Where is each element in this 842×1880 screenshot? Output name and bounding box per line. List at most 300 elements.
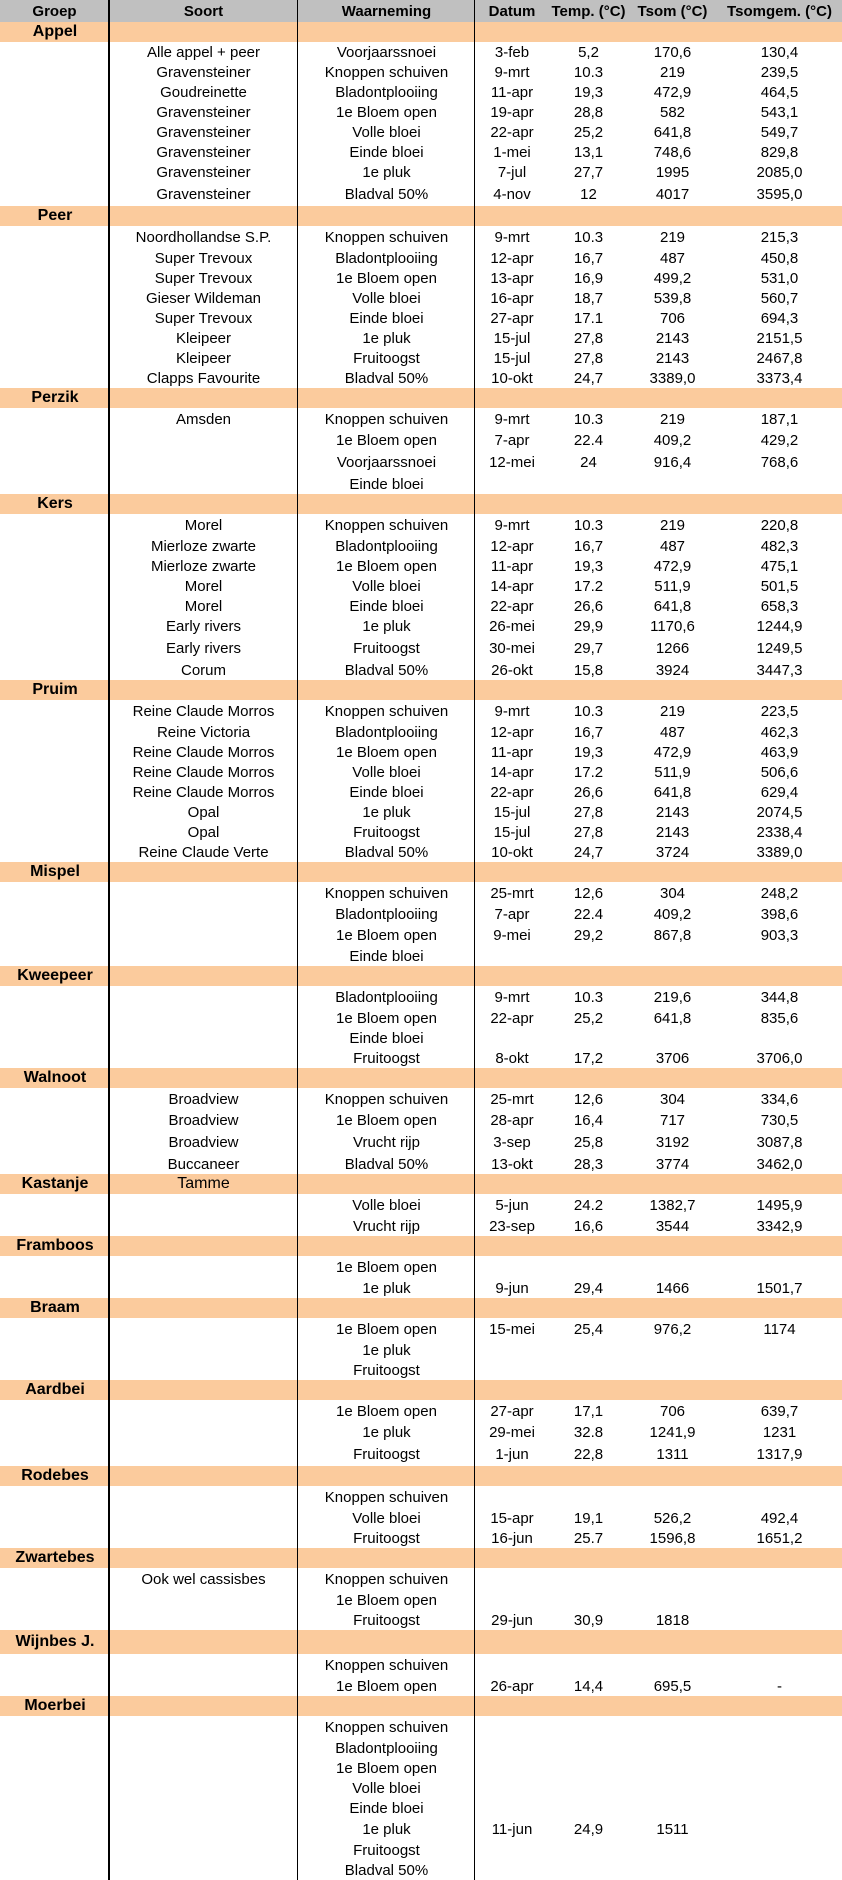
cell-tsom: 487 — [659, 249, 686, 267]
cell-soort: Morel — [184, 516, 223, 534]
cell-tsom: 3706 — [655, 1049, 690, 1067]
column-divider — [474, 0, 475, 1880]
cell-datum: 26-apr — [490, 1677, 534, 1695]
cell-temp: 17,1 — [573, 1402, 604, 1420]
group-row — [0, 1548, 842, 1568]
cell-temp: 13,1 — [573, 143, 604, 161]
cell-temp: 16,6 — [573, 1217, 604, 1235]
cell-waarneming: Einde bloei — [349, 597, 424, 615]
cell-tsom: 2143 — [655, 823, 690, 841]
cell-tsom: 706 — [659, 309, 686, 327]
cell-tsom: 2143 — [655, 329, 690, 347]
cell-soort: Clapps Favourite — [146, 369, 261, 387]
cell-tsomgem: 2151,5 — [756, 329, 803, 347]
cell-datum — [475, 946, 549, 966]
cell-tsomgem: 215,3 — [760, 228, 799, 246]
cell-tsomgem: 506,6 — [760, 763, 799, 781]
table-row — [0, 1110, 842, 1130]
cell-datum: 11-apr — [490, 743, 534, 761]
cell-temp: 27,8 — [573, 349, 604, 367]
table-row — [0, 616, 842, 636]
cell-soort — [109, 1654, 298, 1676]
cell-tsom: 472,9 — [653, 743, 692, 761]
table-row — [0, 1216, 842, 1236]
cell-tsomgem: 463,9 — [760, 743, 799, 761]
cell-tsom: 219 — [659, 702, 686, 720]
cell-tsomgem — [717, 1568, 842, 1590]
cell-waarneming: Volle bloei — [352, 577, 421, 595]
cell-tsomgem: 543,1 — [760, 103, 799, 121]
cell-datum — [475, 1798, 549, 1818]
cell-tsomgem: 639,7 — [760, 1402, 799, 1420]
table-row — [0, 1610, 842, 1630]
cell-tsom: 717 — [659, 1111, 686, 1129]
group-row — [0, 862, 842, 882]
cell-soort — [109, 1278, 298, 1298]
cell-temp: 27,8 — [573, 803, 604, 821]
cell-waarneming: 1e pluk — [362, 1279, 411, 1297]
cell-waarneming: Bladval 50% — [344, 369, 429, 387]
table-row — [0, 1318, 842, 1340]
cell-soort: Super Trevoux — [154, 309, 253, 327]
cell-temp: 17.2 — [573, 763, 604, 781]
cell-tsom: 219 — [659, 228, 686, 246]
cell-soort: Super Trevoux — [154, 269, 253, 287]
cell-tsom — [628, 1654, 717, 1676]
table-row — [0, 122, 842, 142]
cell-tsomgem: 462,3 — [760, 723, 799, 741]
cell-tsomgem — [717, 1860, 842, 1880]
cell-soort: Goudreinette — [160, 83, 247, 101]
cell-soort — [109, 1528, 298, 1548]
cell-tsom: 472,9 — [653, 557, 692, 575]
cell-waarneming: Knoppen schuiven — [324, 228, 449, 246]
cell-tsomgem — [717, 946, 842, 966]
table-row — [0, 636, 842, 660]
cell-soort: Opal — [187, 823, 220, 841]
group-row — [0, 1696, 842, 1716]
cell-tsom: 409,2 — [653, 905, 692, 923]
cell-temp: 29,2 — [573, 926, 604, 944]
group-row — [0, 680, 842, 700]
cell-temp: 26,6 — [573, 597, 604, 615]
cell-temp — [549, 1590, 628, 1610]
cell-soort: Gieser Wildeman — [145, 289, 262, 307]
cell-datum: 22-apr — [490, 783, 534, 801]
cell-soort — [109, 1798, 298, 1818]
cell-waarneming: Knoppen schuiven — [324, 1656, 449, 1674]
group-row — [0, 206, 842, 226]
table-row — [0, 742, 842, 762]
cell-tsom: 219,6 — [653, 988, 692, 1006]
cell-tsom: 219 — [659, 410, 686, 428]
table-row — [0, 102, 842, 122]
table-row — [0, 1256, 842, 1278]
cell-soort: Morel — [184, 597, 223, 615]
group-name: Perzik — [31, 389, 79, 406]
table-row — [0, 226, 842, 248]
group-name: Peer — [37, 207, 73, 224]
cell-soort — [109, 1860, 298, 1880]
cell-waarneming: Volle bloei — [352, 289, 421, 307]
cell-datum: 12-apr — [490, 249, 534, 267]
cell-soort: Reine Victoria — [156, 723, 251, 741]
cell-datum: 9-mrt — [494, 410, 530, 428]
cell-temp: 5,2 — [578, 43, 599, 61]
cell-tsomgem: 3373,4 — [756, 369, 803, 387]
cell-soort — [109, 986, 298, 1008]
header-waarneming: Waarneming — [341, 2, 432, 20]
table-row — [0, 1048, 842, 1068]
table-row — [0, 660, 842, 680]
cell-temp: 18,7 — [573, 289, 604, 307]
cell-waarneming: Knoppen schuiven — [324, 1718, 449, 1736]
cell-tsomgem: - — [777, 1677, 782, 1695]
cell-datum: 22-apr — [490, 123, 534, 141]
cell-datum — [475, 1654, 549, 1676]
cell-datum — [475, 1360, 549, 1380]
cell-tsom: 219 — [659, 516, 686, 534]
cell-temp — [549, 1716, 628, 1738]
cell-soort — [109, 946, 298, 966]
cell-temp — [549, 1758, 628, 1778]
cell-tsom: 526,2 — [653, 1509, 692, 1527]
cell-temp: 25,2 — [573, 1009, 604, 1027]
table-row — [0, 408, 842, 430]
cell-waarneming: Bladontplooiing — [335, 905, 438, 923]
cell-datum — [475, 1256, 549, 1278]
cell-temp: 10.3 — [573, 228, 604, 246]
cell-waarneming: Fruitoogst — [353, 1049, 420, 1067]
cell-waarneming: Vrucht rijp — [353, 1217, 420, 1235]
group-name: Wijnbes J. — [15, 1633, 95, 1650]
cell-tsom — [628, 1568, 717, 1590]
cell-temp — [549, 1654, 628, 1676]
cell-soort: Gravensteiner — [156, 143, 251, 161]
cell-tsom: 539,8 — [653, 289, 692, 307]
table-row — [0, 1654, 842, 1676]
cell-temp: 25,2 — [573, 123, 604, 141]
cell-datum: 16-apr — [490, 289, 534, 307]
cell-tsomgem: 3342,9 — [756, 1217, 803, 1235]
cell-waarneming: Fruitoogst — [353, 349, 420, 367]
cell-temp: 15,8 — [573, 661, 604, 679]
cell-temp: 12 — [580, 185, 597, 203]
cell-soort — [109, 1818, 298, 1840]
cell-tsomgem: 730,5 — [760, 1111, 799, 1129]
table-row — [0, 162, 842, 182]
cell-waarneming: Einde bloei — [349, 1029, 424, 1047]
cell-waarneming: Einde bloei — [349, 1799, 424, 1817]
cell-tsomgem: 835,6 — [760, 1009, 799, 1027]
cell-waarneming: Bladval 50% — [344, 1155, 429, 1173]
cell-tsomgem — [717, 1256, 842, 1278]
group-name: Mispel — [30, 863, 80, 880]
cell-datum: 16-jun — [491, 1529, 533, 1547]
cell-tsomgem — [717, 1654, 842, 1676]
cell-soort — [109, 924, 298, 946]
cell-temp: 25,8 — [573, 1133, 604, 1151]
cell-datum: 26-okt — [491, 661, 533, 679]
column-divider — [297, 0, 298, 1880]
cell-waarneming: Volle bloei — [352, 1196, 421, 1214]
cell-tsomgem: 658,3 — [760, 597, 799, 615]
table-row — [0, 450, 842, 474]
cell-tsom: 706 — [659, 1402, 686, 1420]
cell-temp: 16,9 — [573, 269, 604, 287]
cell-tsom: 511,9 — [654, 763, 691, 781]
cell-datum: 14-apr — [490, 577, 534, 595]
cell-waarneming: Fruitoogst — [353, 1445, 420, 1463]
cell-tsom: 487 — [659, 723, 686, 741]
cell-waarneming: 1e Bloem open — [336, 926, 437, 944]
cell-waarneming: Knoppen schuiven — [324, 1570, 449, 1588]
cell-temp: 10.3 — [573, 63, 604, 81]
cell-temp: 25.7 — [573, 1529, 604, 1547]
cell-datum: 7-apr — [494, 431, 530, 449]
cell-tsom — [628, 1028, 717, 1048]
cell-tsom: 916,4 — [653, 453, 692, 471]
cell-datum: 14-apr — [490, 763, 534, 781]
cell-waarneming: Knoppen schuiven — [324, 1488, 449, 1506]
cell-temp — [549, 1798, 628, 1818]
cell-soort — [109, 430, 298, 450]
cell-waarneming: 1e Bloem open — [336, 557, 437, 575]
cell-temp — [549, 1028, 628, 1048]
cell-datum: 1-mei — [493, 143, 531, 161]
cell-waarneming: 1e Bloem open — [336, 1009, 437, 1027]
cell-soort: Alle appel + peer — [147, 43, 260, 61]
table-row — [0, 62, 842, 82]
cell-waarneming: Bladval 50% — [344, 843, 429, 861]
cell-tsomgem: 475,1 — [760, 557, 799, 575]
cell-datum — [475, 1340, 549, 1360]
table-row — [0, 924, 842, 946]
cell-datum: 30-mei — [489, 639, 535, 657]
group-row — [0, 1298, 842, 1318]
cell-datum — [475, 1028, 549, 1048]
cell-datum — [475, 1738, 549, 1758]
cell-temp: 22.4 — [573, 905, 604, 923]
cell-soort — [109, 1318, 298, 1340]
cell-tsomgem: 629,4 — [760, 783, 799, 801]
cell-soort — [109, 1340, 298, 1360]
cell-soort — [109, 1008, 298, 1028]
cell-temp: 22,8 — [573, 1445, 604, 1463]
cell-tsom: 3389,0 — [649, 369, 696, 387]
cell-tsomgem: 3447,3 — [756, 661, 803, 679]
cell-datum: 3-sep — [493, 1133, 531, 1151]
cell-tsomgem: 3389,0 — [756, 843, 803, 861]
table-row — [0, 1400, 842, 1422]
cell-datum: 11-apr — [490, 557, 534, 575]
cell-waarneming: Fruitoogst — [353, 823, 420, 841]
cell-tsom: 511,9 — [654, 577, 691, 595]
cell-datum — [475, 1716, 549, 1738]
cell-datum: 27-apr — [490, 1402, 534, 1420]
cell-soort — [109, 1028, 298, 1048]
table-row — [0, 1154, 842, 1174]
cell-waarneming: 1e pluk — [362, 329, 411, 347]
column-divider — [108, 0, 110, 1880]
cell-tsom — [628, 474, 717, 494]
cell-tsomgem: 2338,4 — [756, 823, 803, 841]
cell-datum — [475, 1568, 549, 1590]
cell-tsom: 3774 — [655, 1155, 690, 1173]
cell-waarneming: 1e Bloem open — [336, 1258, 437, 1276]
group-name: Kers — [37, 495, 73, 512]
cell-tsomgem: 482,3 — [760, 537, 799, 555]
cell-tsomgem: 1231 — [762, 1423, 797, 1441]
cell-datum: 26-mei — [489, 617, 535, 635]
cell-tsomgem: 239,5 — [760, 63, 799, 81]
group-name: Framboos — [16, 1237, 94, 1254]
cell-temp: 24,9 — [573, 1820, 604, 1838]
cell-datum: 29-jun — [491, 1611, 533, 1629]
cell-temp: 27,8 — [573, 823, 604, 841]
group-row — [0, 1380, 842, 1400]
group-name: Aardbei — [25, 1381, 85, 1398]
table-row — [0, 288, 842, 308]
cell-datum: 10-okt — [491, 369, 533, 387]
cell-datum: 9-jun — [495, 1279, 529, 1297]
cell-datum: 15-jul — [493, 329, 531, 347]
cell-soort — [109, 1610, 298, 1630]
table-row — [0, 842, 842, 862]
table-row — [0, 576, 842, 596]
cell-soort — [109, 1360, 298, 1380]
cell-soort: Noordhollandse S.P. — [135, 228, 272, 246]
table-row — [0, 1738, 842, 1758]
cell-tsomgem: 492,4 — [760, 1509, 799, 1527]
cell-tsomgem: 3087,8 — [756, 1133, 803, 1151]
cell-waarneming: 1e pluk — [362, 617, 411, 635]
cell-datum: 5-jun — [495, 1196, 529, 1214]
cell-temp: 28,8 — [573, 103, 604, 121]
cell-tsom — [628, 1360, 717, 1380]
cell-waarneming: Knoppen schuiven — [324, 884, 449, 902]
cell-datum: 22-apr — [490, 597, 534, 615]
cell-tsom — [628, 1798, 717, 1818]
table-row — [0, 368, 842, 388]
table-row — [0, 1442, 842, 1466]
cell-temp: 10.3 — [573, 702, 604, 720]
cell-tsom: 641,8 — [653, 1009, 692, 1027]
cell-temp: 24.2 — [573, 1196, 604, 1214]
cell-temp: 27,8 — [573, 329, 604, 347]
cell-temp: 19,3 — [573, 557, 604, 575]
table-row — [0, 1716, 842, 1738]
cell-tsom: 3544 — [655, 1217, 690, 1235]
cell-tsom — [628, 1256, 717, 1278]
cell-waarneming: 1e Bloem open — [336, 1677, 437, 1695]
cell-temp — [549, 1778, 628, 1798]
cell-waarneming: Bladontplooiing — [335, 723, 438, 741]
cell-datum: 28-apr — [490, 1111, 534, 1129]
cell-datum — [475, 1590, 549, 1610]
cell-waarneming: 1e Bloem open — [336, 743, 437, 761]
header-tsomgem: Tsomgem. (°C) — [727, 2, 832, 20]
cell-waarneming: Einde bloei — [349, 475, 424, 493]
cell-soort: Reine Claude Verte — [138, 843, 269, 861]
cell-soort: Reine Claude Morros — [132, 763, 275, 781]
table-row — [0, 1840, 842, 1860]
header-datum: Datum — [488, 2, 536, 20]
cell-soort: Gravensteiner — [156, 185, 251, 203]
cell-temp: 30,9 — [573, 1611, 604, 1629]
cell-waarneming: Volle bloei — [352, 123, 421, 141]
cell-tsom: 472,9 — [653, 83, 692, 101]
cell-tsom — [628, 1738, 717, 1758]
cell-datum: 9-mrt — [494, 516, 530, 534]
table-row — [0, 802, 842, 822]
cell-tsom: 641,8 — [653, 123, 692, 141]
cell-tsom — [628, 1340, 717, 1360]
cell-soort — [109, 450, 298, 474]
table-row — [0, 1088, 842, 1110]
table-row — [0, 986, 842, 1008]
cell-datum: 9-mrt — [494, 702, 530, 720]
cell-temp: 24,7 — [573, 369, 604, 387]
table-row — [0, 42, 842, 62]
cell-temp — [549, 474, 628, 494]
header-groep: Groep — [32, 2, 77, 20]
table-row — [0, 268, 842, 288]
cell-soort: Super Trevoux — [154, 249, 253, 267]
cell-tsom: 641,8 — [653, 597, 692, 615]
cell-temp: 19,3 — [573, 743, 604, 761]
cell-tsom: 748,6 — [653, 143, 692, 161]
cell-datum: 15-apr — [490, 1509, 534, 1527]
cell-tsomgem: 3706,0 — [756, 1049, 803, 1067]
cell-temp: 10.3 — [573, 988, 604, 1006]
cell-datum — [475, 1758, 549, 1778]
cell-tsom: 1170,6 — [650, 617, 695, 635]
cell-tsom: 409,2 — [653, 431, 692, 449]
table-row — [0, 556, 842, 576]
cell-waarneming: Bladontplooiing — [335, 988, 438, 1006]
table-row — [0, 1778, 842, 1798]
cell-datum — [475, 1486, 549, 1508]
cell-datum: 3-feb — [494, 43, 530, 61]
cell-soort — [109, 882, 298, 904]
cell-waarneming: 1e pluk — [362, 1820, 411, 1838]
cell-temp: 16,7 — [573, 537, 604, 555]
table-row — [0, 1422, 842, 1442]
cell-temp: 22.4 — [573, 431, 604, 449]
cell-soort — [109, 1400, 298, 1422]
cell-waarneming: 1e Bloem open — [336, 269, 437, 287]
cell-tsomgem — [717, 1758, 842, 1778]
cell-waarneming: Bladontplooiing — [335, 537, 438, 555]
cell-temp: 16,7 — [573, 723, 604, 741]
cell-tsomgem: 1174 — [763, 1320, 796, 1338]
cell-tsom: 2143 — [655, 803, 690, 821]
table-row — [0, 328, 842, 348]
table-row — [0, 82, 842, 102]
cell-tsom: 2143 — [655, 349, 690, 367]
cell-tsomgem — [717, 474, 842, 494]
cell-soort — [109, 1486, 298, 1508]
cell-datum: 11-apr — [490, 83, 534, 101]
table-row — [0, 904, 842, 924]
cell-soort: Reine Claude Morros — [132, 783, 275, 801]
group-row — [0, 1068, 842, 1088]
cell-tsom — [628, 1840, 717, 1860]
cell-waarneming: Knoppen schuiven — [324, 410, 449, 428]
cell-datum: 9-mrt — [494, 988, 530, 1006]
cell-soort: Reine Claude Morros — [132, 743, 275, 761]
